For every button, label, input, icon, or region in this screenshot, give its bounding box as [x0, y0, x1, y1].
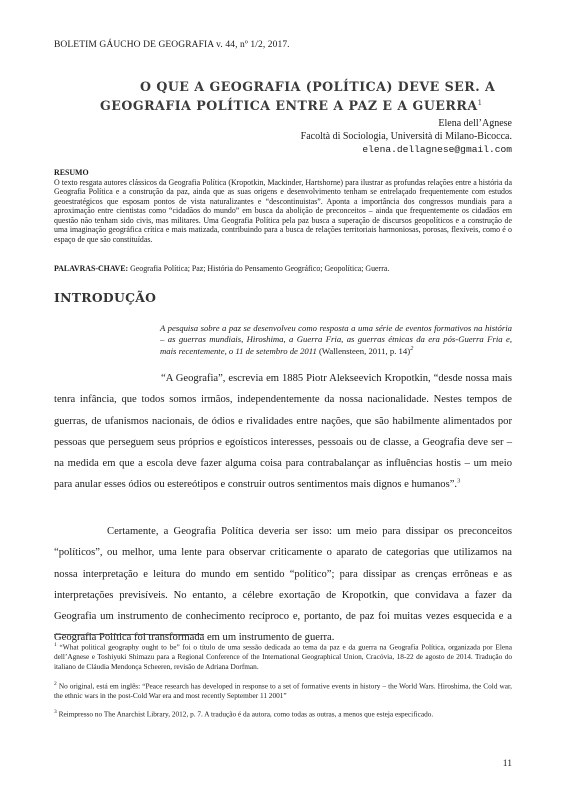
footnote-1	[54, 641, 512, 672]
abstract-text: O texto resgata autores clássicos da Geografia Política (Kropotkin, Mackinder, Hartshorne) para ilustrar as profundas relações entre a história da Geografia Política e a construção da paz, ainda que as suas origens e desenvolvimento tenham se entrelaçado frequentemente com estudos geoestratégicos que esposam pontos de vista naturalizantes e “descontinuistas”. Aponta a importância dos congressos mundiais para a aproximação entre cientistas como “cidadãos do mundo” em busca da abolição de preconceitos – ainda que frequentemente os cidadãos em questão não tenham sido civis, mas militares. Uma Geografia Política pela paz busca a superação de discursos geopolíticos e a construção de uma imaginação geográfica crítica e mais matizada, contribuindo para a busca de relações territoriais harmoniosas, porosas, flexíveis, como é o espaço de que são constituídas.	[54, 177, 512, 244]
footnote-1-text: “What political geography ought to be” foi o título de uma sessão dedicada ao tema da paz e da guerra na Geografia Política, organizada por Elena dell’Agnese e Toshiyuki Shimazu para a Regional Conference of the International Geographical Union, Cracóvia, 18-22 de agosto de 2014. Tradução do italiano de Cláudia Mendonça Scheeren, revisão de Adriana Dorfman.	[54, 642, 512, 671]
epigraph-text: A pesquisa sobre a paz se desenvolveu como resposta a uma série de eventos formativos na história – as guerras mundiais, Hiroshima, a Guerra Fria, as guerras étnicas da era pós-Guerra Fria e, mais recentemente, o 11 de setembro de 2011	[160, 323, 512, 356]
keywords-label: PALAVRAS-CHAVE:	[54, 264, 129, 273]
author-name: Elena dell’Agnese	[438, 118, 512, 129]
footnote-separator	[54, 634, 204, 635]
paragraph-2-text: Certamente, a Geografia Política deveria ser isso: um meio para dissipar os preconceitos “políticos”, ou melhor, uma lente para observar criticamente o aparato de categorias que utilizamos na nossa interpretação e leitura do mundo em sentido “político”; para dissipar as crenças errôneas e as interpretações previsíveis. No entanto, a célebre exortação de Kropotkin, que convidava a fazer da Geografia um instrumento de conhecimento recíproco e, portanto, de paz foi muitas vezes esquecida e a Geografia Política foi transformada em um instrumento de guerra.	[54, 526, 512, 644]
abstract-label: RESUMO	[54, 168, 89, 177]
epigraph-footnote-mark[interactable]: 2	[410, 344, 414, 352]
paragraph-2	[54, 521, 512, 649]
title-line-2: GEOGRAFIA POLÍTICA ENTRE A PAZ E A GUERRA	[100, 98, 478, 114]
footnote-3-mark: 3	[54, 709, 57, 715]
page-number: 11	[502, 758, 512, 769]
paragraph-1	[54, 368, 512, 496]
epigraph-citation: (Wallensteen, 2011, p. 14)	[318, 345, 411, 356]
author-affiliation: Facoltà di Sociologia, Università di Milano-Bicocca.	[300, 131, 512, 143]
keywords-text: Geografia Política; Paz; História do Pensamento Geográfico; Geopolítica; Guerra.	[130, 264, 390, 273]
section-heading: INTRODUÇÃO	[54, 290, 157, 305]
keywords	[54, 264, 512, 274]
footnote-2-text: No original, está em inglês: “Peace research has developed in response to a set of formative events in history – the World Wars. Hiroshima, the Cold war, the ethnic wars in the post-Cold War era and most recently September 11 2001”	[54, 681, 512, 701]
title-line-1: O QUE A GEOGRAFIA (POLÍTICA) DEVE SER. A	[140, 79, 496, 94]
footnote-3-text: Reimpresso no The Anarchist Library, 2012, p. 7. A tradução é da autora, como todas as outras, a menos que esteja especificado.	[58, 709, 434, 719]
footnote-1-mark: 1	[54, 642, 57, 648]
footnote-3	[54, 708, 512, 719]
article-title	[100, 78, 520, 114]
epigraph	[160, 323, 512, 357]
footnote-2-mark: 2	[54, 681, 57, 687]
title-footnote-mark[interactable]: 1	[477, 99, 483, 107]
author-email[interactable]: elena.dellagnese@gmail.com	[362, 144, 512, 156]
footnote-2	[54, 680, 512, 701]
author-block	[301, 117, 512, 157]
running-header: BOLETIM GÁUCHO DE GEOGRAFIA v. 44, nº 1/2, 2017.	[54, 40, 290, 50]
paragraph-1-footnote-mark[interactable]: 3	[457, 477, 461, 485]
abstract	[54, 168, 512, 244]
paragraph-1-text: “A Geografia”, escrevia em 1885 Piotr Alekseevich Kropotkin, “desde nossa mais tenra infância, que todos somos irmãos, independentemente da nossa nacionalidade. Nestes tempos de guerras, de ufanismos nacionais, de ódios e rivalidades entre nações, que são habilmente alimentados por pessoas que perseguem seus próprios e egoísticos interesses, pessoais ou de classe, a Geografia deve ser – na medida em que a escola deve fazer alguma coisa para contrabalançar as influências hostis – um meio para anular esses ódios ou estereótipos e construir outros sentimentos mais dignos e humanos”.	[54, 373, 512, 491]
